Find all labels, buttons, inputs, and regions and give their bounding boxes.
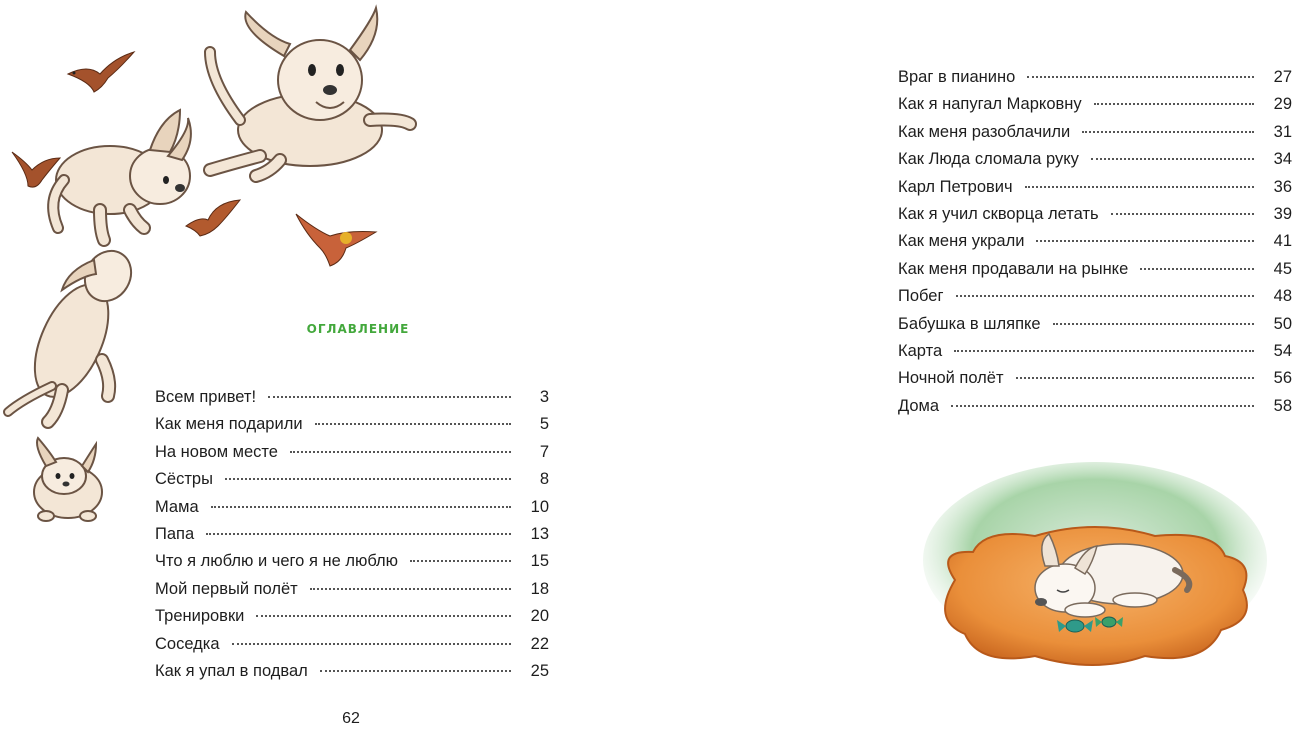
toc-entry-page: 39 xyxy=(1273,204,1292,223)
dot-leader xyxy=(951,405,1254,407)
dot-leader xyxy=(1091,158,1254,160)
toc-entry[interactable] xyxy=(155,466,549,493)
toc-entry-page: 7 xyxy=(539,442,549,461)
toc-entry[interactable] xyxy=(155,603,549,630)
toc-entry-title: Что я люблю и чего я не люблю xyxy=(155,552,399,571)
toc-entry-title: Бабушка в шляпке xyxy=(898,314,1041,333)
dot-leader xyxy=(256,615,511,617)
toc-entry-page: 50 xyxy=(1273,314,1292,333)
puppy-climbing xyxy=(8,242,140,422)
toc-entry-page: 31 xyxy=(1273,122,1292,141)
toc-entry[interactable] xyxy=(898,174,1292,201)
toc-entry-page: 25 xyxy=(530,661,549,680)
toc-entry-title: На новом месте xyxy=(155,442,278,461)
toc-entry-page: 20 xyxy=(530,607,549,626)
toc-entry-page: 18 xyxy=(530,579,549,598)
toc-entry-title: Мама xyxy=(155,497,199,516)
toc-entry[interactable] xyxy=(898,201,1292,228)
toc-entry-title: Как меня продавали на рынке xyxy=(898,259,1129,278)
toc-entry-title: Ночной полёт xyxy=(898,369,1004,388)
toc-entry[interactable] xyxy=(898,311,1292,338)
toc-entry-title: Сёстры xyxy=(155,470,213,489)
toc-entry[interactable] xyxy=(898,283,1292,310)
dot-leader xyxy=(315,423,511,425)
toc-entry-page: 41 xyxy=(1273,232,1292,251)
page-number: 62 xyxy=(342,710,360,727)
toc-entry[interactable] xyxy=(155,384,549,411)
toc-entry[interactable] xyxy=(898,228,1292,255)
toc-entry-title: Как я напугал Марковну xyxy=(898,95,1082,114)
toc-entry[interactable] xyxy=(155,658,549,685)
toc-entry[interactable] xyxy=(898,91,1292,118)
bird-icon xyxy=(68,52,134,92)
puppy-flying-large xyxy=(210,8,410,176)
toc-entry[interactable] xyxy=(898,64,1292,91)
toc-entry[interactable] xyxy=(155,548,549,575)
toc-entry-title: Враг в пианино xyxy=(898,68,1016,86)
toc-entry-page: 8 xyxy=(539,470,549,489)
dot-leader xyxy=(211,506,511,508)
toc-entry[interactable] xyxy=(155,439,549,466)
dot-leader xyxy=(1016,377,1254,379)
bird-icon xyxy=(12,152,60,187)
puppy-small xyxy=(34,438,102,521)
toc-entry[interactable] xyxy=(898,393,1292,420)
toc-entry-title: Карл Петрович xyxy=(898,177,1013,196)
toc-entry-title: Как меня разоблачили xyxy=(898,122,1071,141)
toc-entry-title: Всем привет! xyxy=(155,388,257,406)
toc-entry-page: 54 xyxy=(1273,341,1292,360)
dot-leader xyxy=(268,396,511,398)
bird-icon xyxy=(296,214,376,266)
dot-leader xyxy=(320,670,511,672)
toc-entry-title: Мой первый полёт xyxy=(155,579,298,598)
dot-leader xyxy=(225,478,511,480)
toc-entry-title: Побег xyxy=(898,287,944,306)
dot-leader xyxy=(1082,131,1254,133)
toc-entry-page: 34 xyxy=(1273,150,1292,169)
toc-entry[interactable] xyxy=(898,256,1292,283)
toc-entry-title: Как меня подарили xyxy=(155,415,303,434)
toc-entry-page: 27 xyxy=(1273,68,1292,86)
toc-entry-page: 56 xyxy=(1273,369,1292,388)
toc-entry[interactable] xyxy=(155,521,549,548)
toc-entry-title: Карта xyxy=(898,341,943,360)
toc-list-right xyxy=(898,64,1292,420)
dot-leader xyxy=(1053,323,1254,325)
toc-entry-title: Соседка xyxy=(155,634,220,653)
toc-entry-title: Как меня украли xyxy=(898,232,1025,251)
puppy-flying-middle xyxy=(53,110,191,240)
toc-entry-page: 48 xyxy=(1273,287,1292,306)
toc-entry-title: Как Люда сломала руку xyxy=(898,150,1079,169)
toc-entry-page: 58 xyxy=(1273,396,1292,415)
toc-entry-page: 15 xyxy=(530,552,549,571)
dot-leader xyxy=(1027,76,1254,78)
toc-entry[interactable] xyxy=(898,365,1292,392)
dot-leader xyxy=(954,350,1254,352)
toc-entry-title: Папа xyxy=(155,524,195,543)
toc-entry-page: 29 xyxy=(1273,95,1292,114)
dot-leader xyxy=(232,643,511,645)
toc-entry-page: 36 xyxy=(1273,177,1292,196)
dot-leader xyxy=(410,560,511,562)
toc-entry[interactable] xyxy=(155,631,549,658)
dot-leader xyxy=(1025,186,1254,188)
toc-entry-page: 22 xyxy=(530,634,549,653)
bird-icon xyxy=(186,200,240,236)
toc-entry[interactable] xyxy=(155,411,549,438)
toc-entry[interactable] xyxy=(155,494,549,521)
toc-entry-page: 10 xyxy=(530,497,549,516)
dot-leader xyxy=(1036,240,1254,242)
toc-entry-page: 13 xyxy=(530,524,549,543)
dot-leader xyxy=(956,295,1255,297)
toc-list-left xyxy=(155,384,549,685)
dot-leader xyxy=(206,533,511,535)
sleeping-puppy-illustration xyxy=(925,470,1270,685)
dot-leader xyxy=(290,451,511,453)
toc-entry-title: Как я учил скворца летать xyxy=(898,204,1099,223)
dot-leader xyxy=(1140,268,1254,270)
toc-entry[interactable] xyxy=(898,119,1292,146)
toc-entry-title: Дома xyxy=(898,396,940,415)
toc-entry-page: 45 xyxy=(1273,259,1292,278)
dot-leader xyxy=(310,588,511,590)
toc-entry-title: Как я упал в подвал xyxy=(155,661,308,680)
toc-entry-title: Тренировки xyxy=(155,607,245,626)
toc-entry[interactable] xyxy=(155,576,549,603)
toc-entry-page: 3 xyxy=(539,388,549,406)
toc-entry[interactable] xyxy=(898,146,1292,173)
toc-heading: оглавление xyxy=(306,318,410,338)
dot-leader xyxy=(1094,103,1254,105)
toc-entry[interactable] xyxy=(898,338,1292,365)
dot-leader xyxy=(1111,213,1254,215)
toc-entry-page: 5 xyxy=(539,415,549,434)
